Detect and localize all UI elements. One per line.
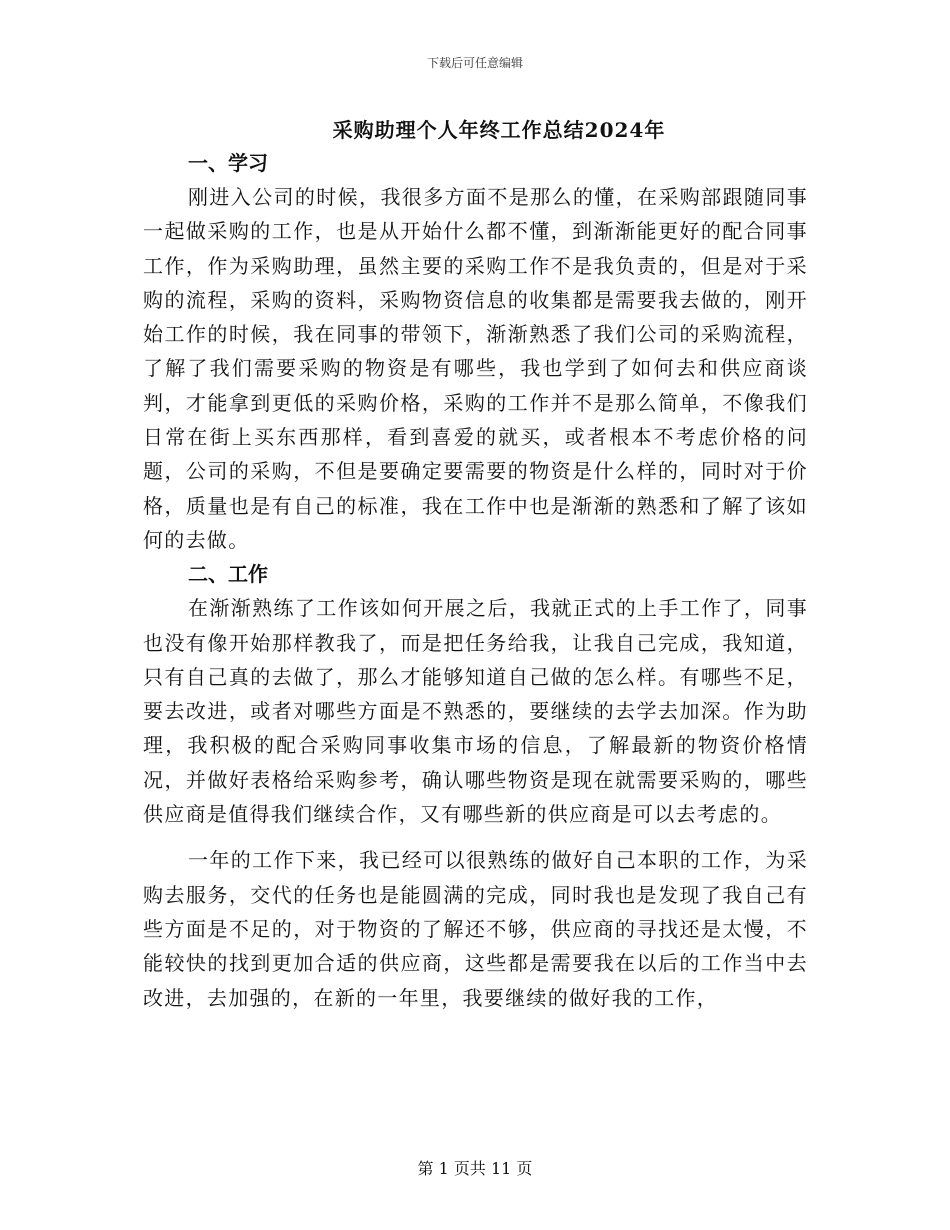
- document-body: [143, 146, 808, 1015]
- document-title: 采购助理个人年终工作总结2024年: [332, 118, 666, 142]
- work-paragraph-2: 一年的工作下来，我已经可以很熟练的做好自己本职的工作，为采购去服务，交代的任务也是能圆满的完成，同时我也是发现了我自己有些方面是不足的，对于物资的了解还不够，供应商的寻找还是太慢，不能较快的找到更加合适的供应商，这些都是需要我在以后的工作当中去改进，去加强的，在新的一年里，我要继续的做好我的工作，: [143, 848, 808, 1010]
- work-paragraph-1: 在渐渐熟练了工作该如何开展之后，我就正式的上手工作了，同事也没有像开始那样教我了，而是把任务给我，让我自己完成，我知道，只有自己真的去做了，那么才能够知道自己做的怎么样。有哪些不足，要去改进，或者对哪些方面是不熟悉的，要继续的去学去加深。作为助理，我积极的配合采购同事收集市场的信息，了解最新的物资价格情况，并做好表格给采购参考，确认哪些物资是现在就需要采购的，哪些供应商是值得我们继续合作，又有哪些新的供应商是可以去考虑的。: [143, 596, 808, 827]
- section-heading-study: 一、学习: [188, 151, 268, 175]
- header-note: 下载后可任意编辑: [426, 56, 523, 70]
- page-footer: 第 1 页共 11 页: [417, 1159, 533, 1178]
- section-heading-work: 二、工作: [188, 562, 268, 587]
- study-paragraph: 刚进入公司的时候，我很多方面不是那么的懂，在采购部跟随同事一起做采购的工作，也是从开始什么都不懂，到渐渐能更好的配合同事工作，作为采购助理，虽然主要的采购工作不是我负责的，但是对于采购的流程，采购的资料，采购物资信息的收集都是需要我去做的，刚开始工作的时候，我在同事的带领下，渐渐熟悉了我们公司的采购流程，了解了我们需要采购的物资是有哪些，我也学到了如何去和供应商谈判，才能拿到更低的采购价格，采购的工作并不是那么简单，不像我们日常在街上买东西那样，看到喜爱的就买，或者根本不考虑价格的问题，公司的采购，不但是要确定要需要的物资是什么样的，同时对于价格，质量也是有自己的标准，我在工作中也是渐渐的熟悉和了解了该如何的去做。: [143, 185, 808, 552]
